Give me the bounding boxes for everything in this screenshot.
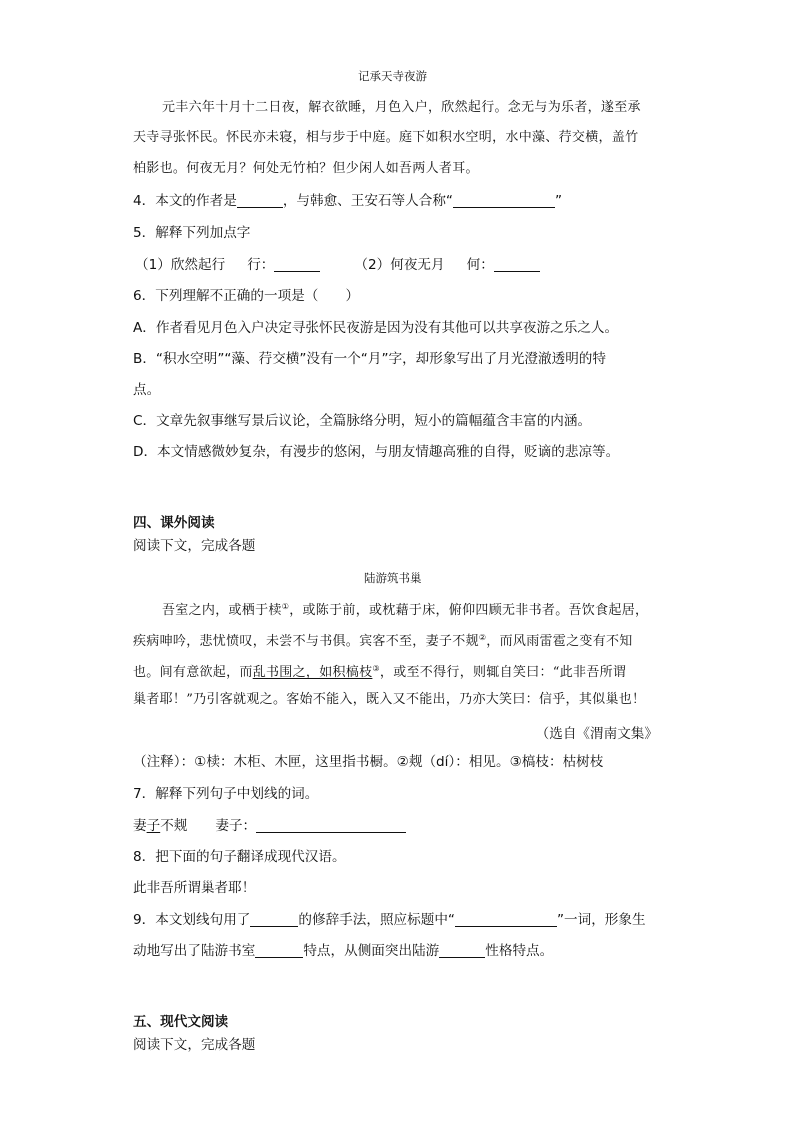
- annotations: （注释）：①椟：木柜、木匣，这里指书橱。②觌（dí）：相见。③槁枝：枯树枝: [133, 754, 604, 770]
- answer-blank[interactable]: [494, 257, 540, 272]
- question-6: 6．下列理解不正确的一项是（ ）: [133, 288, 360, 304]
- option-a[interactable]: A．作者看见月色入户决定寻张怀民夜游是因为没有其他可以共享夜游之乐之人。: [133, 320, 619, 336]
- passage-text: 也。间有意欲起，而: [133, 665, 253, 680]
- item-text: （2）何夜无月: [354, 257, 445, 273]
- section-instruction: 阅读下文，完成各题: [133, 538, 256, 554]
- underlined-word: 子: [146, 818, 161, 834]
- option-d[interactable]: D．本文情感微妙复杂，有漫步的悠闲，与朋友情趣高雅的自得，贬谪的悲凉等。: [133, 444, 620, 460]
- item-text: 妻子：: [215, 818, 257, 834]
- question-5-items: [135, 256, 540, 274]
- question-9: [133, 911, 646, 929]
- item-text: （1）欣然起行: [135, 257, 226, 273]
- passage-text: ，或至不得行，则辄自笑曰：“此非吾所谓: [379, 665, 627, 680]
- passage-title: 记承天寺夜游: [358, 69, 427, 83]
- option-b[interactable]: B．“积水空明”“藻、荇交横”没有一个“月”字，却形象写出了月光澄澈透明的特: [133, 351, 606, 367]
- question-text: 的修辞手法，照应标题中“: [298, 912, 455, 928]
- passage-line: [133, 629, 633, 651]
- answer-blank[interactable]: [274, 257, 320, 272]
- section-instruction: 阅读下文，完成各题: [133, 1037, 256, 1053]
- question-text: 特点，从侧面突出陆游: [303, 943, 440, 959]
- passage-text: ，或陈于前，或枕藉于床，俯仰四顾无非书者。吾饮食起居，: [289, 603, 649, 618]
- passage-line: 巢者耶！”乃引客就观之。客始不能入，既入又不能出，乃亦大笑曰：信乎，其似巢也！: [133, 692, 646, 707]
- passage-line: [162, 598, 648, 620]
- question-text: ，与韩愈、王安石等人合称“: [282, 193, 453, 209]
- question-text: 性格特点。: [485, 943, 554, 959]
- underlined-sentence: 乱书围之，如积槁枝: [252, 665, 373, 680]
- question-9-cont: [133, 942, 553, 960]
- question-text: ”: [554, 193, 563, 209]
- question-8-sentence: 此非吾所谓巢者耶！: [133, 880, 256, 896]
- answer-blank[interactable]: [439, 943, 485, 958]
- question-7-item: [133, 817, 406, 835]
- answer-blank[interactable]: [455, 912, 557, 927]
- passage-line: 柏影也。何夜无月？何处无竹柏？但少闲人如吾两人者耳。: [133, 161, 479, 176]
- passage-line: 天寺寻张怀民。怀民亦未寝，相与步于中庭。庭下如积水空明，水中藻、荇交横，盖竹: [133, 130, 639, 145]
- passage-line: [133, 660, 626, 682]
- answer-blank[interactable]: [237, 193, 283, 208]
- question-7: 7．解释下列句子中划线的词。: [133, 786, 319, 802]
- answer-blank[interactable]: [250, 912, 298, 927]
- source-citation: （选自《渭南文集》: [535, 726, 658, 742]
- passage-line: 元丰六年十月十二日夜，解衣欲睡，月色入户，欣然起行。念无与为乐者，遂至承: [162, 100, 641, 115]
- answer-blank[interactable]: [255, 943, 303, 958]
- item-text: 行：: [247, 257, 275, 273]
- answer-blank[interactable]: [256, 818, 406, 833]
- question-5: 5．解释下列加点字: [133, 225, 251, 241]
- option-c[interactable]: C．文章先叙事继写景后议论，全篇脉络分明，短小的篇幅蕴含丰富的内涵。: [133, 413, 592, 429]
- section-heading: 四、课外阅读: [133, 515, 215, 531]
- question-text: 9．本文划线句用了: [133, 912, 251, 928]
- question-4: [133, 192, 562, 210]
- passage-text: ，而风雨雷雹之变有不知: [486, 634, 633, 649]
- question-8: 8．把下面的句子翻译成现代汉语。: [133, 849, 346, 865]
- question-text: 4．本文的作者是: [133, 193, 237, 209]
- section-heading: 五、现代文阅读: [133, 1014, 229, 1030]
- passage-title: 陆游筑书巢: [364, 571, 422, 585]
- option-b-cont[interactable]: 点。: [133, 382, 161, 398]
- question-text: 动地写出了陆游书室: [133, 943, 256, 959]
- footnote-marker: ③: [372, 664, 380, 673]
- footnote-marker: ①: [281, 602, 290, 611]
- item-text: 不觌: [160, 818, 188, 834]
- item-text: 何：: [466, 257, 494, 273]
- item-text: 妻: [133, 818, 147, 834]
- question-text: ”一词，形象生: [556, 912, 646, 928]
- answer-blank[interactable]: [453, 193, 555, 208]
- footnote-marker: ②: [478, 633, 487, 642]
- passage-text: 疾病呻吟，悲忧愤叹，未尝不与书俱。宾客不至，妻子不觌: [133, 634, 479, 649]
- passage-text: 吾室之内，或栖于椟: [162, 603, 282, 618]
